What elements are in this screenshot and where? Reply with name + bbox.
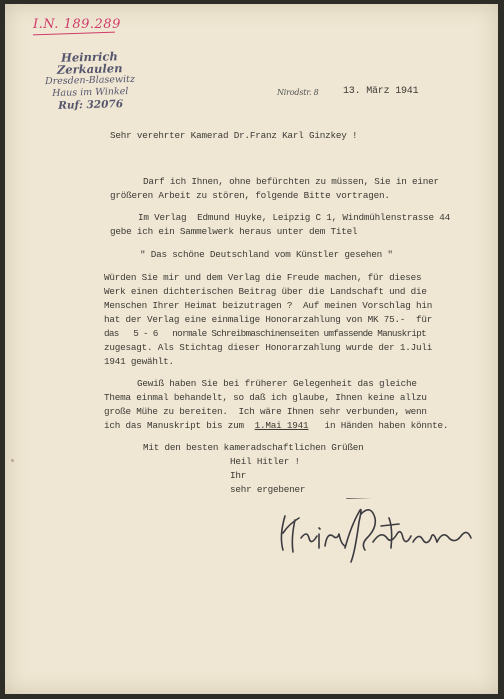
para1-line: größeren Arbeit zu stören, folgende Bitte vortragen.	[110, 190, 390, 201]
para2-line: gebe ich ein Sammelwerk heraus unter dem Titel	[110, 226, 358, 237]
paper-mark	[11, 459, 14, 462]
deadline-date: 1.Mai 1941	[254, 420, 309, 431]
handwritten-signature	[277, 498, 482, 568]
para4-text: in Händen haben könnte.	[308, 420, 449, 431]
archive-underline	[33, 32, 115, 36]
salutation: Sehr verehrter Kamerad Dr.Franz Karl Ginzkey !	[110, 130, 358, 141]
closing-line: Heil Hitler !	[230, 456, 300, 467]
para4-line: große Mühe zu bereiten. Ich wäre Ihnen sehr verbunden, wenn	[104, 406, 427, 417]
closing-line: Mit den besten kameradschaftlichen Grüßen	[143, 442, 364, 453]
para3-line: das 5 - 6 normale Schreibmaschinenseiten umfassende Manuskript	[104, 328, 427, 339]
book-title: " Das schöne Deutschland vom Künstler gesehen "	[140, 249, 393, 260]
para3-line: zugesagt. Als Stichtag dieser Honorarzahlung wurde der 1.Juli	[104, 342, 433, 353]
para3-line: hat der Verlag eine einmalige Honorarzahlung von MK 75.- für	[104, 314, 433, 325]
para1-line: Darf ich Ihnen, ohne befürchten zu müssen, Sie in einer	[143, 176, 439, 187]
para2-line: Im Verlag Edmund Huyke, Leipzig C 1, Windmühlenstrasse 44	[138, 212, 450, 223]
letter-date: 13. März 1941	[343, 86, 419, 97]
para4-text: ich das Manuskript bis zum	[104, 420, 255, 431]
stamp-house: Haus im Winkel	[52, 86, 129, 99]
para3-line: Werk einen dichterischen Beitrag über die Landschaft und die	[104, 286, 427, 297]
letter-sheet	[5, 4, 498, 694]
para4-line: Thema einmal behandelt, so daß ich glaube, Ihnen keine allzu	[104, 392, 427, 403]
stamp-name: Heinrich Zerkaulen	[56, 49, 123, 77]
closing-line: sehr ergebener	[230, 484, 306, 495]
para3-line: 1941 gewählt.	[104, 356, 174, 367]
street-address: Nirodstr. 8	[277, 88, 319, 97]
archive-number: I.N. 189.289	[33, 17, 121, 32]
letterhead-stamp	[34, 50, 146, 113]
para4-line	[104, 420, 448, 431]
para3-line: Würden Sie mir und dem Verlag die Freude machen, für dieses	[104, 272, 422, 283]
closing-line: Ihr	[230, 470, 247, 481]
stamp-phone: Ruf: 32076	[57, 98, 124, 112]
stamp-city: Dresden-Blasewitz	[44, 73, 136, 88]
para4-line: Gewiß haben Sie bei früherer Gelegenheit das gleiche	[137, 378, 417, 389]
para3-line: Menschen Ihrer Heimat beizutragen ? Auf meinen Vorschlag hin	[104, 300, 433, 311]
